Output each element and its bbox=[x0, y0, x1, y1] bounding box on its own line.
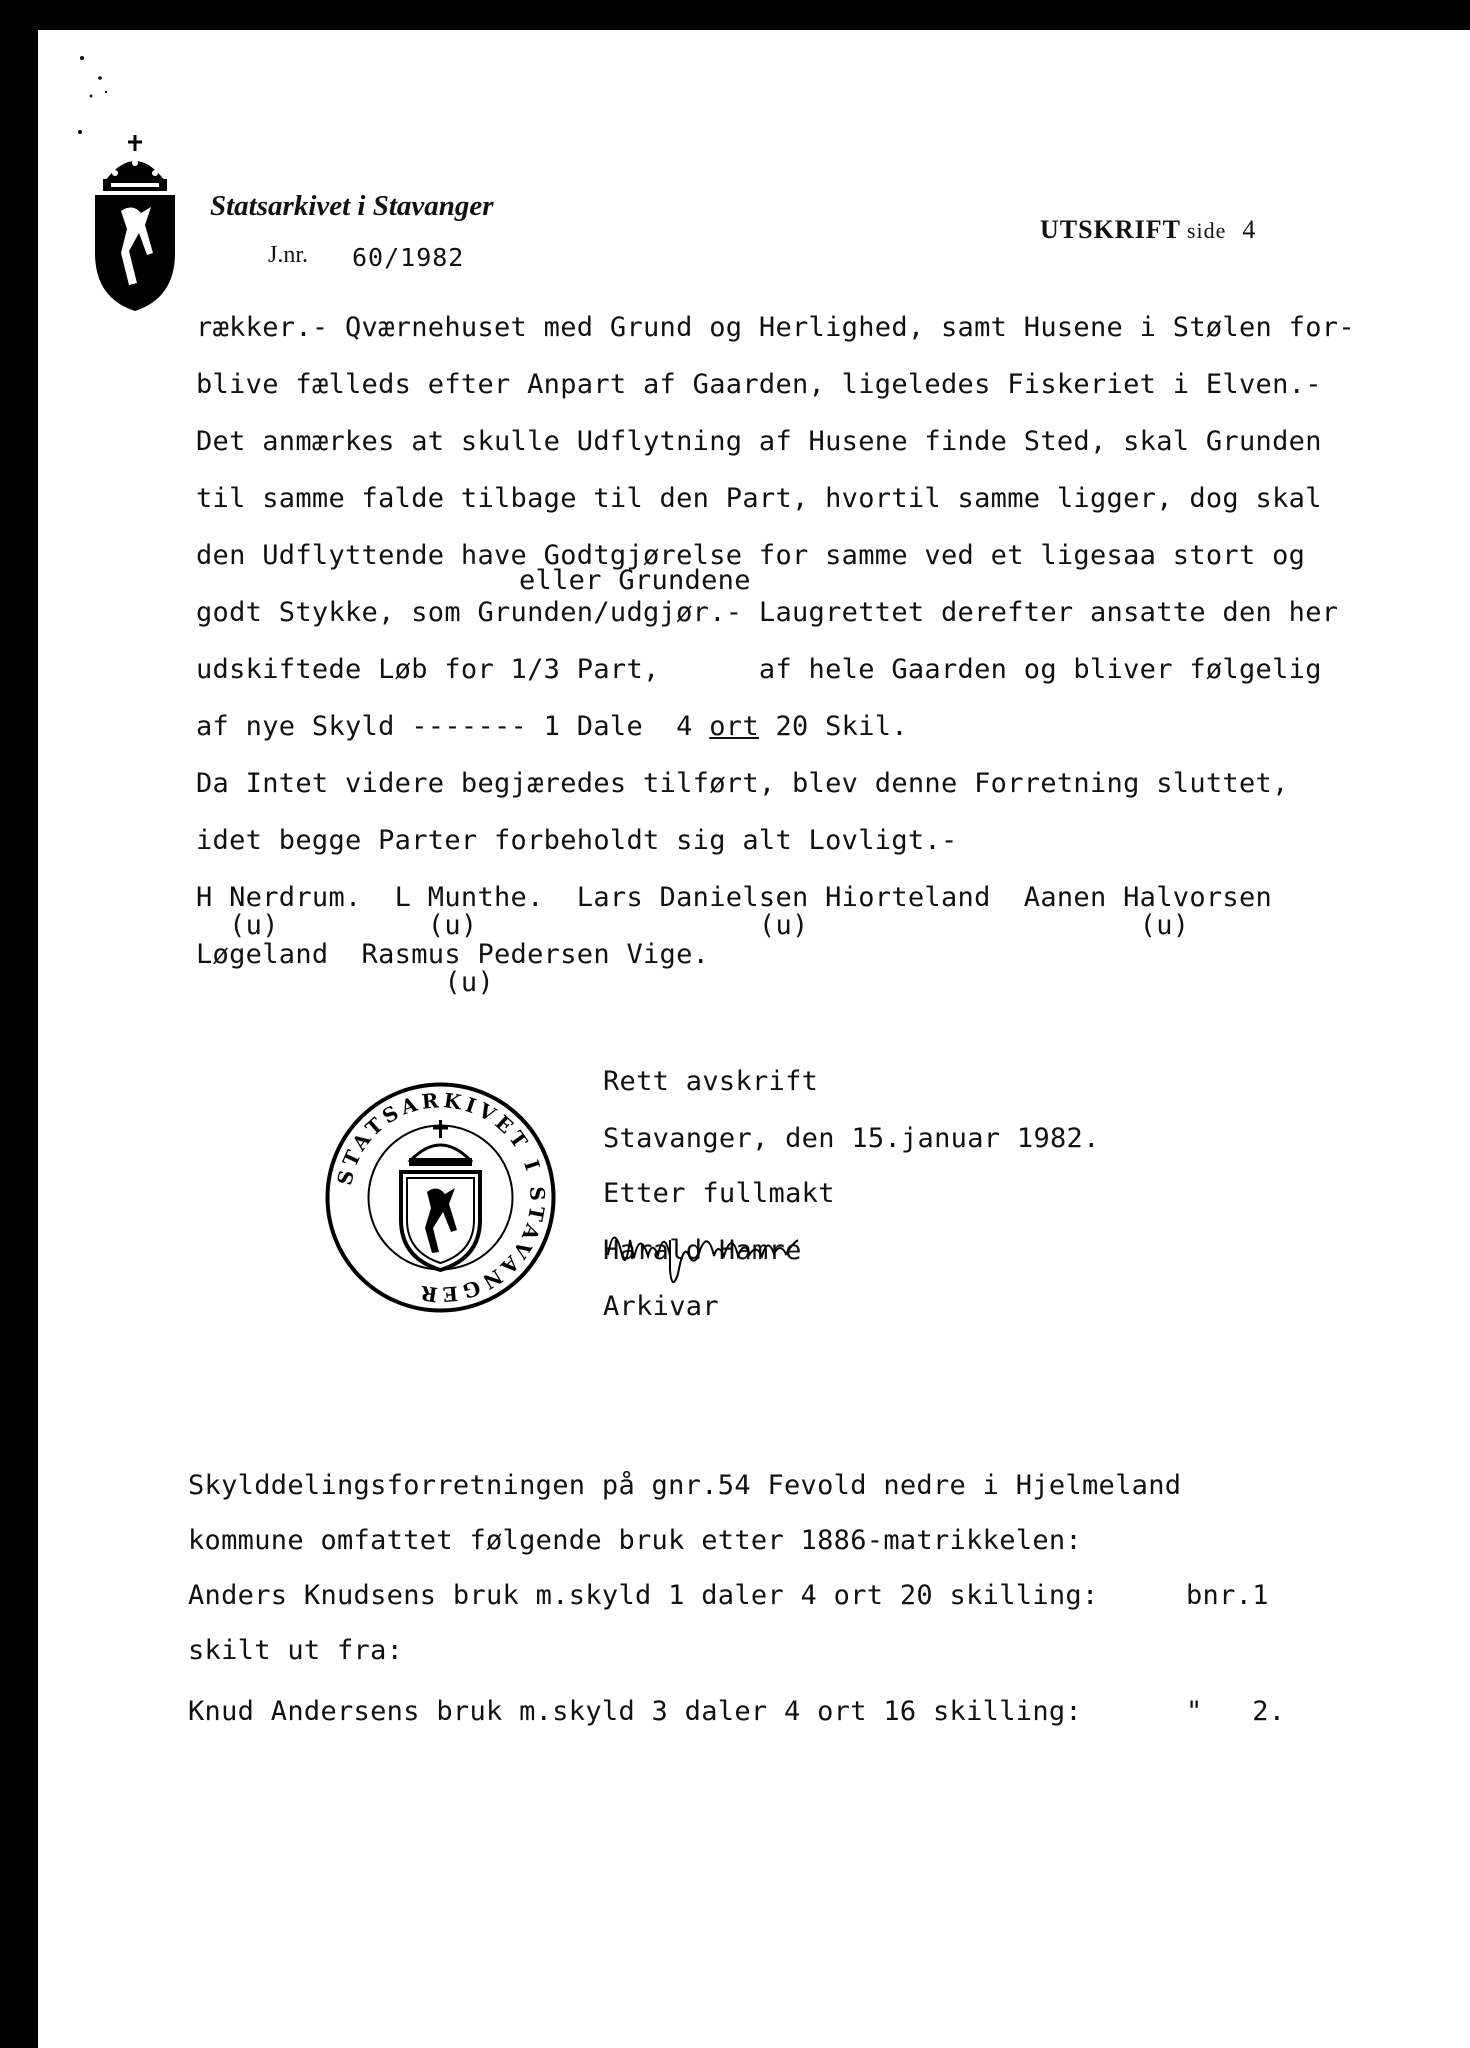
signatories-marks: (u) bbox=[196, 967, 494, 998]
journal-number-label: J.nr. bbox=[268, 242, 309, 268]
note-line: kommune omfattet følgende bruk etter 1886-matrikkelen: bbox=[188, 1525, 1082, 1556]
body-line: den Udflyttende have Godtgjørelse for samme ved et ligesaa stort og bbox=[196, 540, 1306, 571]
note-reference: " 2. bbox=[1186, 1696, 1286, 1727]
skyld-line bbox=[196, 711, 908, 742]
certification-place-date: Stavanger, den 15.januar 1982. bbox=[603, 1123, 1100, 1154]
interlinear-insertion: eller Grundene bbox=[519, 565, 751, 596]
note-line: Skylddelingsforretningen på gnr.54 Fevold nedre i Hjelmeland bbox=[188, 1470, 1182, 1501]
transcript-heading bbox=[1040, 215, 1256, 245]
note-line: skilt ut fra: bbox=[188, 1635, 404, 1666]
certification-authority: Etter fullmakt bbox=[603, 1178, 835, 1209]
signatories-marks: (u) (u) (u) (u) bbox=[196, 910, 1190, 941]
side-label: side bbox=[1186, 218, 1227, 243]
institution-name: Statsarkivet i Stavanger bbox=[210, 190, 494, 222]
body-line: idet begge Parter forbeholdt sig alt Lovligt.- bbox=[196, 825, 958, 856]
body-line: Det anmærkes at skulle Udflytning af Husene finde Sted, skal Grunden bbox=[196, 426, 1322, 457]
certification-title: Rett avskrift bbox=[603, 1066, 819, 1097]
page-number: 4 bbox=[1242, 215, 1257, 244]
note-line: Anders Knudsens bruk m.skyld 1 daler 4 ort 20 skilling: bbox=[188, 1580, 1099, 1611]
body-line: blive fælleds efter Anpart af Gaarden, ligeledes Fiskeriet i Elven.- bbox=[196, 369, 1322, 400]
handwritten-signature bbox=[600, 1200, 820, 1300]
certification-role: Arkivar bbox=[603, 1291, 719, 1322]
body-line: udskiftede Løb for 1/3 Part, af hele Gaarden og bliver følgelig bbox=[196, 654, 1322, 685]
svg-text:STATSARKIVET I STAVANGER: STATSARKIVET I STAVANGER bbox=[332, 1088, 550, 1307]
archive-seal-icon bbox=[323, 1080, 558, 1315]
certification-name: Harald Hamre bbox=[603, 1235, 802, 1266]
body-line: rækker.- Qværnehuset med Grund og Herlighed, samt Husene i Stølen for- bbox=[196, 312, 1355, 343]
body-line: til samme falde tilbage til den Part, hvortil samme ligger, dog skal bbox=[196, 483, 1322, 514]
transcript-label: UTSKRIFT bbox=[1040, 215, 1181, 244]
skyld-prefix: af nye Skyld ------- 1 Dale 4 bbox=[196, 711, 710, 742]
scan-specks bbox=[70, 50, 120, 140]
journal-number-value: 60/1982 bbox=[352, 243, 465, 272]
note-line: Knud Andersens bruk m.skyld 3 daler 4 ort 16 skilling: bbox=[188, 1696, 1082, 1727]
signatories-line: Løgeland Rasmus Pedersen Vige. bbox=[196, 939, 710, 970]
signatories-line: H Nerdrum. L Munthe. Lars Danielsen Hiorteland Aanen Halvorsen bbox=[196, 882, 1273, 913]
coat-of-arms-icon bbox=[93, 133, 177, 313]
body-line: Da Intet videre begjæredes tilført, blev denne Forretning sluttet, bbox=[196, 768, 1289, 799]
skyld-ort-underlined: ort bbox=[709, 711, 759, 742]
skyld-suffix: 20 Skil. bbox=[758, 711, 908, 742]
body-line: godt Stykke, som Grunden/udgjør.- Laugrettet derefter ansatte den her bbox=[196, 597, 1339, 628]
note-reference: bnr.1 bbox=[1186, 1580, 1269, 1611]
